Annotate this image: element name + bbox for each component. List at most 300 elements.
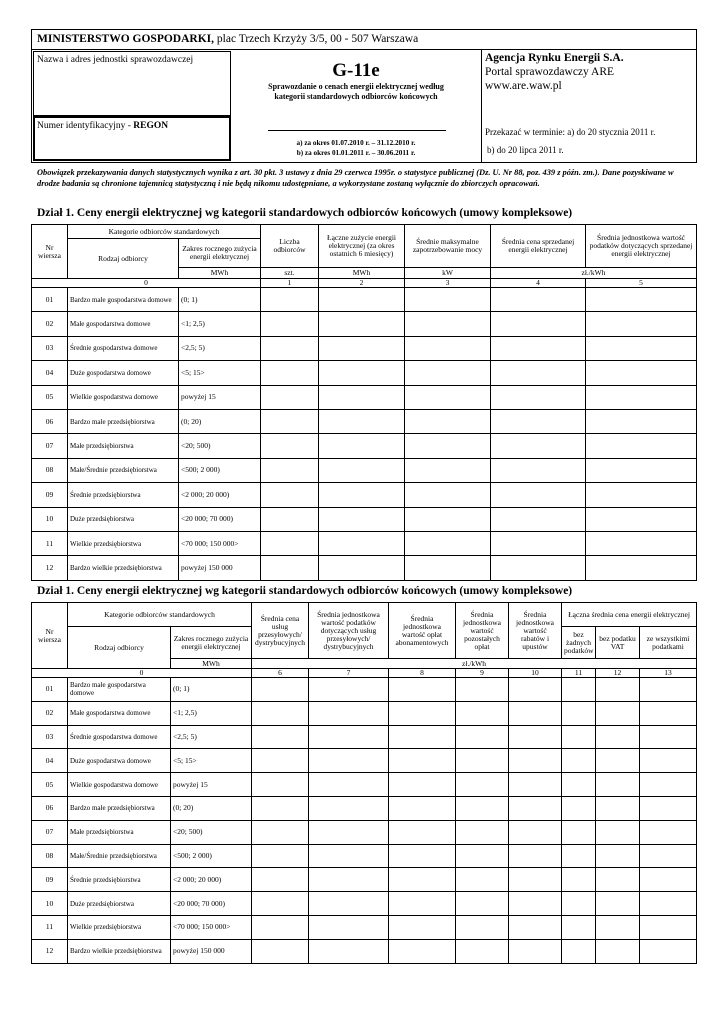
s1-col-1: 1: [261, 279, 319, 288]
input-cell[interactable]: [405, 507, 491, 531]
row-number: 04: [32, 749, 68, 773]
input-cell[interactable]: [491, 434, 586, 458]
input-cell[interactable]: [261, 361, 319, 385]
input-cell[interactable]: [640, 773, 697, 797]
input-cell[interactable]: [252, 844, 309, 868]
s1-col-0: 0: [32, 279, 261, 288]
input-cell[interactable]: [252, 725, 309, 749]
input-cell[interactable]: [509, 725, 562, 749]
input-cell[interactable]: [456, 773, 509, 797]
s2-col-10: 10: [509, 669, 562, 678]
ministry-name: MINISTERSTWO GOSPODARKI,: [37, 33, 215, 45]
form-description: Sprawozdanie o cenach energii elektrycznej według kategorii standardowych odbiorców końcowych: [268, 82, 444, 101]
row-category: Bardzo wielkie przedsiębiorstwa: [68, 939, 171, 963]
ministry-line: [37, 33, 418, 45]
row-number: 12: [32, 556, 68, 580]
s2-col-0: 0: [32, 669, 252, 678]
input-cell[interactable]: [456, 725, 509, 749]
s2-h-c13: ze wszystkimi podatkami: [640, 627, 697, 659]
table-row: [32, 434, 697, 458]
row-category: Duże gospodarstwa domowe: [68, 361, 179, 385]
input-cell[interactable]: [596, 892, 640, 916]
row-number: 08: [32, 844, 68, 868]
row-category: Małe gospodarstwa domowe: [68, 701, 171, 725]
input-cell[interactable]: [640, 868, 697, 892]
row-number: 05: [32, 385, 68, 409]
table-row: [32, 409, 697, 433]
s1-h-cena: Średnia cena sprzedanej energii elektrycznej: [491, 225, 586, 268]
input-cell[interactable]: [405, 312, 491, 336]
s2-h-c6: Średnia cena usług przesyłowych/ dystrybucyjnych: [252, 603, 309, 659]
row-number: 06: [32, 796, 68, 820]
period-b: b) za okres 01.01.2011 r. – 30.06.2011 r.: [296, 149, 416, 157]
input-cell[interactable]: [252, 868, 309, 892]
row-range: <1; 2,5): [179, 312, 261, 336]
input-cell[interactable]: [562, 773, 596, 797]
row-range: <5; 15>: [171, 749, 252, 773]
input-cell[interactable]: [491, 458, 586, 482]
row-category: Bardzo małe gospodarstwa domowe: [68, 678, 171, 702]
input-cell[interactable]: [309, 796, 389, 820]
input-cell[interactable]: [252, 915, 309, 939]
row-number: 07: [32, 434, 68, 458]
input-cell[interactable]: [640, 892, 697, 916]
input-cell[interactable]: [261, 483, 319, 507]
input-cell[interactable]: [456, 939, 509, 963]
input-cell[interactable]: [640, 701, 697, 725]
row-category: Wielkie przedsiębiorstwa: [68, 915, 171, 939]
s2-col-7: 7: [309, 669, 389, 678]
row-category: Małe/Średnie przedsiębiorstwa: [68, 458, 179, 482]
row-number: 10: [32, 892, 68, 916]
input-cell[interactable]: [586, 458, 697, 482]
s1-unit-szt: szt.: [261, 268, 319, 279]
row-number: 09: [32, 483, 68, 507]
input-cell[interactable]: [389, 773, 456, 797]
input-cell[interactable]: [252, 892, 309, 916]
input-cell[interactable]: [405, 409, 491, 433]
s2-h-nr: Nr wiersza: [32, 603, 68, 669]
table-row: [32, 556, 697, 580]
table-row: [32, 312, 697, 336]
s1-col-4: 4: [491, 279, 586, 288]
input-cell[interactable]: [389, 796, 456, 820]
input-cell[interactable]: [261, 409, 319, 433]
input-cell[interactable]: [405, 531, 491, 555]
portal-url: www.are.waw.pl: [485, 80, 562, 92]
row-category: Duże przedsiębiorstwa: [68, 892, 171, 916]
input-cell[interactable]: [640, 725, 697, 749]
row-range: powyżej 150 000: [171, 939, 252, 963]
input-cell[interactable]: [309, 725, 389, 749]
input-cell[interactable]: [586, 361, 697, 385]
section2-table: [31, 602, 697, 964]
input-cell[interactable]: [586, 556, 697, 580]
input-cell[interactable]: [456, 868, 509, 892]
row-range: <70 000; 150 000>: [171, 915, 252, 939]
input-cell[interactable]: [509, 796, 562, 820]
input-cell[interactable]: [596, 820, 640, 844]
s1-h-zakres: Zakres rocznego zużycia energii elektrycznej: [179, 239, 261, 268]
input-cell[interactable]: [319, 483, 405, 507]
deadline-b: b) do 20 lipca 2011 r.: [487, 145, 564, 155]
input-cell[interactable]: [640, 820, 697, 844]
input-cell[interactable]: [491, 531, 586, 555]
input-cell[interactable]: [562, 844, 596, 868]
input-cell[interactable]: [596, 844, 640, 868]
input-cell[interactable]: [319, 434, 405, 458]
row-category: Wielkie gospodarstwa domowe: [68, 773, 171, 797]
input-cell[interactable]: [309, 868, 389, 892]
row-number: 01: [32, 678, 68, 702]
input-cell[interactable]: [640, 749, 697, 773]
input-cell[interactable]: [491, 288, 586, 312]
input-cell[interactable]: [586, 288, 697, 312]
input-cell[interactable]: [389, 725, 456, 749]
input-cell[interactable]: [640, 678, 697, 702]
input-cell[interactable]: [509, 820, 562, 844]
input-cell[interactable]: [586, 507, 697, 531]
input-cell[interactable]: [509, 678, 562, 702]
header-divider: [31, 49, 697, 50]
s2-h-zakres: Zakres rocznego zużycia energii elektrycznej: [171, 627, 252, 659]
row-number: 06: [32, 409, 68, 433]
s2-h-kategorie: Kategorie odbiorców standardowych: [68, 603, 252, 627]
input-cell[interactable]: [405, 288, 491, 312]
row-category: Małe gospodarstwa domowe: [68, 312, 179, 336]
input-cell[interactable]: [309, 939, 389, 963]
input-cell[interactable]: [389, 868, 456, 892]
input-cell[interactable]: [405, 361, 491, 385]
row-range: (0; 20): [179, 409, 261, 433]
row-number: 03: [32, 725, 68, 749]
input-cell[interactable]: [596, 749, 640, 773]
row-number: 07: [32, 820, 68, 844]
input-cell[interactable]: [586, 434, 697, 458]
s2-h-c12: bez podatku VAT: [596, 627, 640, 659]
input-cell[interactable]: [562, 725, 596, 749]
name-address-label: Nazwa i adres jednostki sprawozdawczej: [37, 55, 194, 65]
input-cell[interactable]: [596, 915, 640, 939]
regon-label: Numer identyfikacyjny - REGON: [37, 121, 169, 131]
row-number: 02: [32, 701, 68, 725]
section1-table: [31, 224, 697, 581]
row-category: Średnie gospodarstwa domowe: [68, 336, 179, 360]
input-cell[interactable]: [319, 556, 405, 580]
input-cell[interactable]: [456, 892, 509, 916]
input-cell[interactable]: [309, 844, 389, 868]
row-category: Małe/Średnie przedsiębiorstwa: [68, 844, 171, 868]
table-row: [32, 361, 697, 385]
form-code: G-11e: [332, 60, 380, 81]
row-range: (0; 1): [179, 288, 261, 312]
s1-h-podatki: Średnia jednostkowa wartość podatków dotyczących sprzedanej energii elektrycznej: [586, 225, 697, 268]
s1-h-moc: Średnie maksymalne zapotrzebowanie mocy: [405, 225, 491, 268]
input-cell[interactable]: [509, 749, 562, 773]
input-cell[interactable]: [586, 385, 697, 409]
input-cell[interactable]: [456, 796, 509, 820]
input-cell[interactable]: [389, 749, 456, 773]
table-row: [32, 773, 697, 797]
input-cell[interactable]: [319, 312, 405, 336]
table-row: [32, 725, 697, 749]
s2-col-9: 9: [456, 669, 509, 678]
row-number: 04: [32, 361, 68, 385]
input-cell[interactable]: [405, 556, 491, 580]
input-cell[interactable]: [562, 796, 596, 820]
row-range: <5; 15>: [179, 361, 261, 385]
input-cell[interactable]: [586, 531, 697, 555]
input-cell[interactable]: [319, 409, 405, 433]
input-cell[interactable]: [389, 678, 456, 702]
row-category: Bardzo małe przedsiębiorstwa: [68, 409, 179, 433]
input-cell[interactable]: [261, 507, 319, 531]
input-cell[interactable]: [319, 288, 405, 312]
input-cell[interactable]: [389, 820, 456, 844]
input-cell[interactable]: [261, 312, 319, 336]
input-cell[interactable]: [491, 312, 586, 336]
s2-col-13: 13: [640, 669, 697, 678]
deadline-a: Przekazać w terminie: a) do 20 stycznia 2011 r.: [485, 127, 656, 137]
s1-unit-kw: kW: [405, 268, 491, 279]
row-category: Średnie przedsiębiorstwa: [68, 868, 171, 892]
input-cell[interactable]: [389, 701, 456, 725]
row-range: powyżej 150 000: [179, 556, 261, 580]
input-cell[interactable]: [562, 939, 596, 963]
table-row: [32, 458, 697, 482]
input-cell[interactable]: [596, 796, 640, 820]
s2-col-12: 12: [596, 669, 640, 678]
input-cell[interactable]: [319, 507, 405, 531]
row-number: 01: [32, 288, 68, 312]
input-cell[interactable]: [456, 820, 509, 844]
input-cell[interactable]: [261, 556, 319, 580]
input-cell[interactable]: [405, 336, 491, 360]
s2-col-8: 8: [389, 669, 456, 678]
input-cell[interactable]: [596, 868, 640, 892]
input-cell[interactable]: [509, 773, 562, 797]
row-number: 03: [32, 336, 68, 360]
row-number: 09: [32, 868, 68, 892]
row-category: Małe przedsiębiorstwa: [68, 820, 171, 844]
row-category: Duże gospodarstwa domowe: [68, 749, 171, 773]
input-cell[interactable]: [405, 434, 491, 458]
right-col-divider: [481, 49, 482, 163]
table-row: [32, 385, 697, 409]
section1-title: Dział 1. Ceny energii elektrycznej wg kategorii standardowych odbiorców końcowych (umowy kompleksowe): [37, 207, 573, 219]
row-category: Małe przedsiębiorstwa: [68, 434, 179, 458]
input-cell[interactable]: [309, 892, 389, 916]
s2-h-rodzaj: Rodzaj odbiorcy: [68, 627, 171, 669]
input-cell[interactable]: [562, 915, 596, 939]
input-cell[interactable]: [252, 701, 309, 725]
input-cell[interactable]: [309, 749, 389, 773]
s1-col-2: 2: [319, 279, 405, 288]
row-number: 12: [32, 939, 68, 963]
input-cell[interactable]: [319, 385, 405, 409]
s2-col-6: 6: [252, 669, 309, 678]
input-cell[interactable]: [309, 773, 389, 797]
s1-h-nr: Nr wiersza: [32, 225, 68, 279]
row-range: <2 000; 20 000): [179, 483, 261, 507]
input-cell[interactable]: [252, 820, 309, 844]
input-cell[interactable]: [309, 915, 389, 939]
table-row: [32, 288, 697, 312]
input-cell[interactable]: [456, 915, 509, 939]
input-cell[interactable]: [405, 483, 491, 507]
input-cell[interactable]: [261, 434, 319, 458]
input-cell[interactable]: [309, 701, 389, 725]
input-cell[interactable]: [509, 939, 562, 963]
input-cell[interactable]: [509, 701, 562, 725]
input-cell[interactable]: [509, 892, 562, 916]
input-cell[interactable]: [456, 701, 509, 725]
s2-h-c10: Średnia jednostkowa wartość rabatów i upustów: [509, 603, 562, 659]
row-number: 05: [32, 773, 68, 797]
input-cell[interactable]: [491, 361, 586, 385]
row-range: <20 000; 70 000): [179, 507, 261, 531]
s2-h-c11: bez żadnych podatków: [562, 627, 596, 659]
row-range: <20; 500): [179, 434, 261, 458]
input-cell[interactable]: [562, 701, 596, 725]
row-range: <70 000; 150 000>: [179, 531, 261, 555]
input-cell[interactable]: [309, 820, 389, 844]
input-cell[interactable]: [319, 458, 405, 482]
input-cell[interactable]: [252, 939, 309, 963]
input-cell[interactable]: [389, 892, 456, 916]
input-cell[interactable]: [596, 773, 640, 797]
input-cell[interactable]: [261, 531, 319, 555]
row-range: (0; 1): [171, 678, 252, 702]
input-cell[interactable]: [456, 844, 509, 868]
input-cell[interactable]: [596, 678, 640, 702]
input-cell[interactable]: [586, 483, 697, 507]
s2-h-laczna: Łączna średnia cena energii elektrycznej: [562, 603, 697, 627]
legal-notice: Obowiązek przekazywania danych statystycznych wynika z art. 30 pkt. 3 ustawy z dnia 29 czerwca 1995r. o statystyce publicznej (Dz. U. Nr 88, poz. 439 z późn. zm.). Dane pozyskiwane w drodze badania są chronione tajemnicą statystyczną i nie będą nikomu udostępniane, a wykorzystane zostaną wyłącznie do zbiorczych opracowań.: [37, 168, 674, 188]
row-range: <2,5; 5): [171, 725, 252, 749]
table-row: [32, 915, 697, 939]
row-range: <2 000; 20 000): [171, 868, 252, 892]
row-range: <500; 2 000): [179, 458, 261, 482]
input-cell[interactable]: [509, 915, 562, 939]
ministry-address: plac Trzech Krzyży 3/5, 00 - 507 Warszawa: [216, 33, 419, 45]
input-cell[interactable]: [491, 385, 586, 409]
input-cell[interactable]: [586, 336, 697, 360]
input-cell[interactable]: [389, 844, 456, 868]
input-cell[interactable]: [252, 749, 309, 773]
row-range: powyżej 15: [179, 385, 261, 409]
row-range: <20 000; 70 000): [171, 892, 252, 916]
input-cell[interactable]: [319, 361, 405, 385]
input-cell[interactable]: [252, 678, 309, 702]
input-cell[interactable]: [309, 678, 389, 702]
row-range: (0; 20): [171, 796, 252, 820]
table-row: [32, 892, 697, 916]
input-cell[interactable]: [456, 749, 509, 773]
table-row: [32, 749, 697, 773]
input-cell[interactable]: [491, 336, 586, 360]
input-cell[interactable]: [562, 749, 596, 773]
period-divider: [268, 130, 446, 131]
input-cell[interactable]: [261, 458, 319, 482]
section2-title: Dział 1. Ceny energii elektrycznej wg kategorii standardowych odbiorców końcowych (umowy kompleksowe): [37, 585, 573, 597]
input-cell[interactable]: [456, 678, 509, 702]
input-cell[interactable]: [509, 844, 562, 868]
input-cell[interactable]: [596, 939, 640, 963]
table-row: [32, 796, 697, 820]
row-number: 08: [32, 458, 68, 482]
input-cell[interactable]: [640, 939, 697, 963]
row-number: 10: [32, 507, 68, 531]
input-cell[interactable]: [491, 409, 586, 433]
input-cell[interactable]: [640, 844, 697, 868]
input-cell[interactable]: [252, 773, 309, 797]
input-cell[interactable]: [586, 312, 697, 336]
s2-body: [32, 678, 697, 964]
input-cell[interactable]: [389, 939, 456, 963]
row-range: <2,5; 5): [179, 336, 261, 360]
input-cell[interactable]: [491, 483, 586, 507]
input-cell[interactable]: [491, 507, 586, 531]
input-cell[interactable]: [405, 385, 491, 409]
input-cell[interactable]: [562, 678, 596, 702]
s1-body: [32, 288, 697, 581]
table-row: [32, 678, 697, 702]
input-cell[interactable]: [596, 701, 640, 725]
row-category: Bardzo małe przedsiębiorstwa: [68, 796, 171, 820]
portal-name: Portal sprawozdawczy ARE: [485, 66, 615, 78]
input-cell[interactable]: [509, 868, 562, 892]
row-category: Bardzo małe gospodarstwa domowe: [68, 288, 179, 312]
input-cell[interactable]: [562, 892, 596, 916]
input-cell[interactable]: [405, 458, 491, 482]
row-number: 02: [32, 312, 68, 336]
row-category: Średnie przedsiębiorstwa: [68, 483, 179, 507]
input-cell[interactable]: [596, 725, 640, 749]
row-number: 11: [32, 915, 68, 939]
input-cell[interactable]: [261, 336, 319, 360]
input-cell[interactable]: [640, 915, 697, 939]
row-range: powyżej 15: [171, 773, 252, 797]
s1-col-3: 3: [405, 279, 491, 288]
input-cell[interactable]: [562, 868, 596, 892]
input-cell[interactable]: [261, 288, 319, 312]
agency-name: Agencja Rynku Energii S.A.: [485, 52, 624, 64]
input-cell[interactable]: [640, 796, 697, 820]
row-category: Duże przedsiębiorstwa: [68, 507, 179, 531]
s2-h-c8: Średnia jednostkowa wartość opłat abonamentowych: [389, 603, 456, 659]
input-cell[interactable]: [252, 796, 309, 820]
input-cell[interactable]: [319, 531, 405, 555]
s1-unit-mwh: MWh: [179, 268, 261, 279]
table-row: [32, 701, 697, 725]
s2-h-c9: Średnia jednostkowa wartość pozostałych opłat: [456, 603, 509, 659]
input-cell[interactable]: [586, 409, 697, 433]
row-range: <1; 2,5): [171, 701, 252, 725]
input-cell[interactable]: [319, 336, 405, 360]
input-cell[interactable]: [261, 385, 319, 409]
row-number: 11: [32, 531, 68, 555]
s1-unit-mwh2: MWh: [319, 268, 405, 279]
row-category: Wielkie przedsiębiorstwa: [68, 531, 179, 555]
input-cell[interactable]: [491, 556, 586, 580]
s1-h-kategorie: Kategorie odbiorców standardowych: [68, 225, 261, 239]
table-row: [32, 939, 697, 963]
period-a: a) za okres 01.07.2010 r. – 31.12.2010 r.: [296, 139, 416, 147]
input-cell[interactable]: [562, 820, 596, 844]
input-cell[interactable]: [389, 915, 456, 939]
s2-unit-mwh: MWh: [171, 659, 252, 669]
